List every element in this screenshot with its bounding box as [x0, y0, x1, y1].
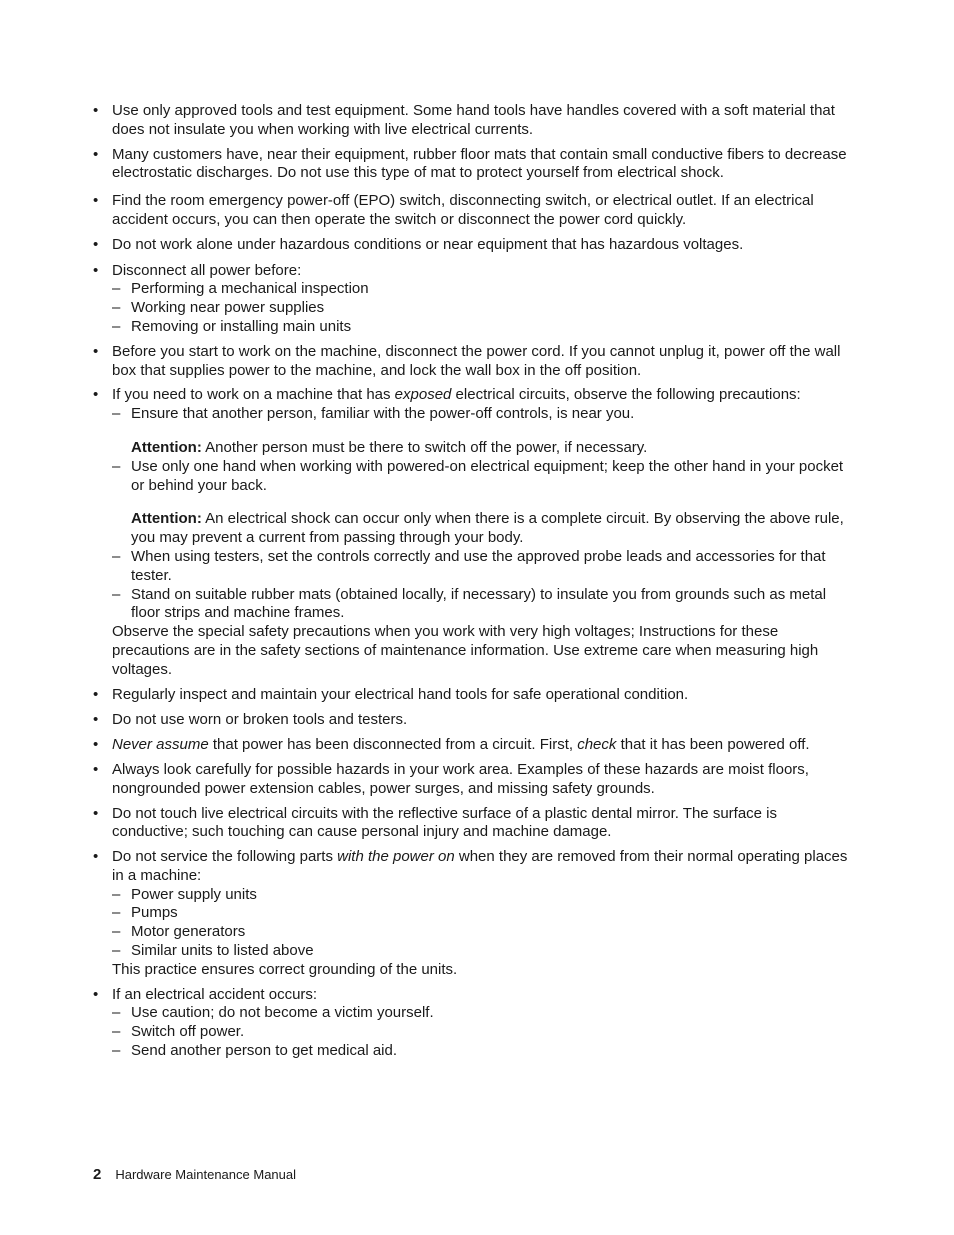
bullet-marker: •: [93, 685, 99, 703]
bullet-marker: •: [93, 145, 99, 163]
item-text: Use only approved tools and test equipment. Some hand tools have handles covered with a soft material that does not insulate you when working with live electrical currents.: [112, 102, 835, 138]
sub-item: [112, 280, 853, 299]
sub-item-text: Switch off power.: [131, 1023, 245, 1041]
sub-item: [112, 548, 853, 586]
emphasis: with the power on: [337, 848, 455, 866]
bullet-marker: •: [93, 804, 99, 822]
item-text: Never assume that power has been disconnected from a circuit. First, check that it has been powered off.: [112, 736, 810, 754]
sub-item-text: Send another person to get medical aid.: [131, 1042, 398, 1060]
item-text: Always look carefully for possible hazards in your work area. Examples of these hazards are moist floors, nongrounded power extension cables, power surges, and missing safety grounds.: [112, 760, 809, 797]
item-followup-text: This practice ensures correct grounding of the units.: [112, 960, 458, 978]
dash-marker: –: [112, 942, 121, 960]
sub-item: [112, 1042, 853, 1061]
item-text: Regularly inspect and maintain your electrical hand tools for safe operational condition.: [112, 685, 689, 703]
sub-item: [112, 318, 853, 337]
dash-marker: –: [112, 405, 121, 423]
list-item: [93, 711, 853, 730]
list-item: [93, 102, 853, 140]
bullet-marker: •: [93, 760, 99, 778]
list-item: [93, 736, 853, 755]
sub-item-text: Ensure that another person, familiar with the power-off controls, is near you.: [131, 405, 635, 423]
attention-note: Attention: Another person must be there to switch off the power, if necessary.: [131, 438, 648, 456]
sub-item: [112, 904, 853, 923]
item-text: If you need to work on a machine that has exposed electrical circuits, observe the following precautions:: [112, 386, 801, 404]
safety-list: [93, 102, 853, 1061]
bullet-marker: •: [93, 736, 99, 754]
list-item: [93, 236, 853, 255]
bullet-marker: •: [93, 342, 99, 360]
item-text: Disconnect all power before:: [112, 261, 302, 279]
sub-item-text: Similar units to listed above: [131, 942, 314, 960]
sub-item: [112, 1004, 853, 1023]
sub-item: [112, 1023, 853, 1042]
list-item: [93, 386, 853, 679]
emphasis: check: [577, 736, 617, 754]
sub-item-text: When using testers, set the controls correctly and use the approved probe leads and accessories for that tester.: [131, 547, 826, 584]
sub-item: [112, 886, 853, 905]
list-item: [93, 192, 853, 230]
dash-marker: –: [112, 280, 121, 298]
page-number: 2: [93, 1166, 102, 1183]
sub-item: [112, 942, 853, 961]
list-item: [93, 686, 853, 705]
bullet-marker: •: [93, 848, 99, 866]
sub-item-text: Use only one hand when working with powered-on electrical equipment; keep the other hand in your pocket or behind your back.: [131, 457, 844, 494]
page-footer: [93, 1166, 296, 1185]
item-text: Find the room emergency power-off (EPO) switch, disconnecting switch, or electrical outlet. If an electrical accident occurs, you can then operate the switch or disconnect the power cord quickly.: [112, 192, 814, 228]
list-item: [93, 761, 853, 799]
attention-label: Attention:: [131, 510, 202, 528]
sub-item: [112, 458, 853, 548]
bullet-marker: •: [93, 102, 99, 119]
attention-label: Attention:: [131, 438, 202, 456]
sub-item-text: Performing a mechanical inspection: [131, 280, 369, 298]
dash-marker: –: [112, 457, 121, 475]
item-text: Do not work alone under hazardous conditions or near equipment that has hazardous voltages.: [112, 235, 744, 253]
dash-marker: –: [112, 585, 121, 603]
dash-marker: –: [112, 923, 121, 941]
sub-item-text: Working near power supplies: [131, 299, 325, 317]
bullet-marker: •: [93, 711, 99, 729]
item-text: Do not use worn or broken tools and testers.: [112, 711, 408, 729]
dash-marker: –: [112, 1042, 121, 1060]
bullet-marker: •: [93, 192, 99, 210]
emphasis: Never assume: [112, 736, 209, 754]
sub-item-text: Use caution; do not become a victim yourself.: [131, 1004, 434, 1022]
sub-item-text: Motor generators: [131, 923, 246, 941]
bullet-marker: •: [93, 261, 99, 279]
sub-item: [112, 586, 853, 624]
item-followup-text: Observe the special safety precautions when you work with very high voltages; Instructions for these precautions are in the safety sections of maintenance information. Use extreme care when measuring high voltages.: [112, 623, 819, 678]
item-text: Do not service the following parts with the power on when they are removed from their normal operating places in a machine:: [112, 848, 848, 884]
list-item: [93, 262, 853, 337]
dash-marker: –: [112, 1004, 121, 1022]
list-item: [93, 848, 853, 980]
list-item: [93, 146, 853, 184]
list-item: [93, 986, 853, 1061]
sub-item-text: Pumps: [131, 904, 178, 922]
bullet-marker: •: [93, 386, 99, 404]
dash-marker: –: [112, 317, 121, 335]
sub-item: [112, 299, 853, 318]
dash-marker: –: [112, 904, 121, 922]
list-item: [93, 343, 853, 381]
document-title: Hardware Maintenance Manual: [115, 1167, 296, 1182]
item-text: Before you start to work on the machine, disconnect the power cord. If you cannot unplug it, power off the wall box that supplies power to the machine, and lock the wall box in the off position.: [112, 342, 841, 379]
list-item: [93, 805, 853, 843]
item-text: If an electrical accident occurs:: [112, 985, 318, 1003]
sub-item: [112, 923, 853, 942]
attention-note: Attention: An electrical shock can occur only when there is a complete circuit. By observing the above rule, you may prevent a current from passing through your body.: [131, 510, 844, 547]
dash-marker: –: [112, 1023, 121, 1041]
sub-item-text: Power supply units: [131, 885, 257, 903]
bullet-marker: •: [93, 235, 99, 253]
item-text: Many customers have, near their equipment, rubber floor mats that contain small conductive fibers to decrease electrostatic discharges. Do not use this type of mat to protect yourself from electrical shock.: [112, 145, 847, 182]
sub-item: [112, 405, 853, 458]
dash-marker: –: [112, 299, 121, 317]
bullet-marker: •: [93, 985, 99, 1003]
emphasis: exposed: [394, 386, 452, 404]
sub-item-text: Removing or installing main units: [131, 317, 352, 335]
dash-marker: –: [112, 885, 121, 903]
dash-marker: –: [112, 547, 121, 565]
sub-item-text: Stand on suitable rubber mats (obtained locally, if necessary) to insulate you from grounds such as metal floor strips and machine frames.: [131, 585, 827, 622]
item-text: Do not touch live electrical circuits with the reflective surface of a plastic dental mirror. The surface is conductive; such touching can cause personal injury and machine damage.: [112, 804, 778, 841]
